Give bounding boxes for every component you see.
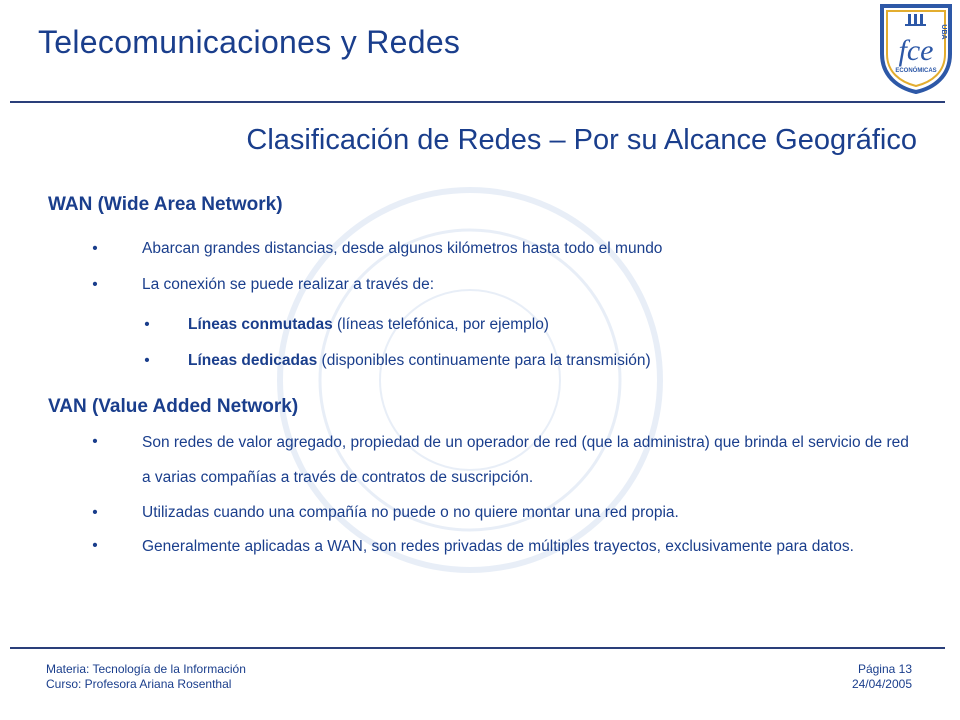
bullet-icon: • (92, 276, 98, 293)
footer-right (852, 662, 912, 692)
footer-divider (10, 647, 945, 649)
footer-date: 24/04/2005 (851, 677, 912, 691)
sub-bullet-bold-text: Líneas conmutadas (188, 316, 333, 333)
bullet-text: Generalmente aplicadas a WAN, son redes privadas de múltiples trayectos, exclusivamente para datos. (142, 538, 854, 555)
bullet-icon: • (92, 433, 98, 450)
footer-subject: Materia: Tecnología de la Información (46, 662, 246, 676)
bullet-text: Utilizadas cuando una compañía no puede o no quiere montar una red propia. (142, 504, 679, 521)
sub-bullet-text: (disponibles continuamente para la transmisión) (317, 352, 651, 369)
bullet-icon: • (144, 316, 150, 333)
footer-page-number: Página 13 (857, 662, 912, 676)
van-heading: VAN (Value Added Network) (48, 396, 299, 417)
footer-course: Curso: Profesora Ariana Rosenthal (46, 677, 232, 691)
slide-title: Clasificación de Redes – Por su Alcance Geográfico (246, 124, 917, 156)
bullet-icon: • (92, 537, 98, 554)
bullet-text: La conexión se puede realizar a través de: (142, 276, 435, 293)
logo-sub-text: ECONÓMICAS (895, 68, 937, 74)
header-divider (10, 101, 945, 103)
footer-left (46, 662, 246, 692)
bullet-text: Abarcan grandes distancias, desde algunos kilómetros hasta todo el mundo (142, 240, 663, 257)
bullet-icon: • (92, 240, 98, 257)
header-title: Telecomunicaciones y Redes (38, 24, 461, 60)
logo-main-text: fce (898, 34, 934, 67)
bullet-text: Son redes de valor agregado, propiedad de un operador de red (que la administra) que brinda el servicio de red a varias compañías a través de contratos de suscripción. (142, 434, 909, 486)
wan-heading: WAN (Wide Area Network) (48, 194, 283, 215)
sub-bullet-bold-text: Líneas dedicadas (188, 352, 318, 369)
logo-top-text: UBA (940, 24, 947, 40)
sub-bullet-text: (líneas telefónica, por ejemplo) (332, 316, 549, 333)
bullet-icon: • (144, 352, 150, 369)
fce-logo (878, 2, 954, 94)
bullet-icon: • (92, 504, 98, 521)
